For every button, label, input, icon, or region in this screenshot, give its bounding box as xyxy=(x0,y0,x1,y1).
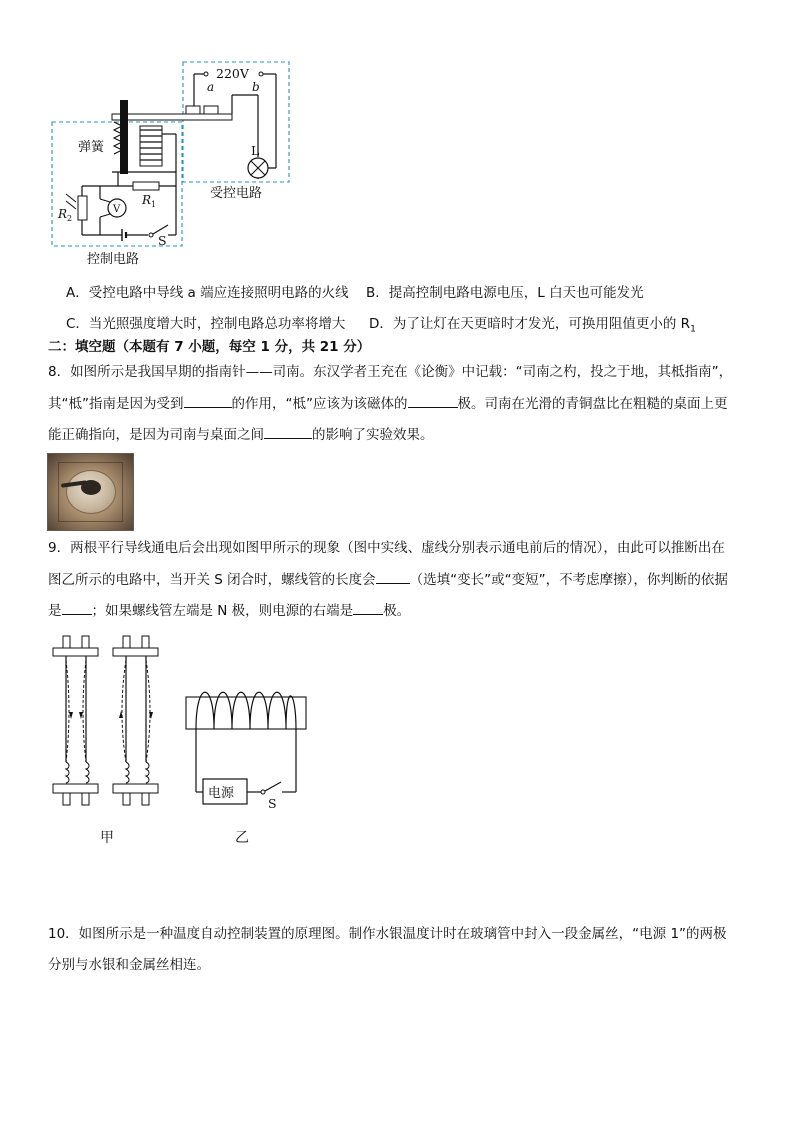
q9-blank-3[interactable] xyxy=(353,600,383,615)
q9-blank-1[interactable] xyxy=(376,569,410,584)
r2-label: R xyxy=(58,207,68,221)
q10-line2: 分别与水银和金属丝相连。 xyxy=(48,957,210,973)
section-fill-in-heading: 二：填空题（本题有 7 小题，每空 1 分，共 21 分） xyxy=(48,339,371,355)
option-d-text: D．为了让灯在天更暗时才发光，可换用阻值更小的 R xyxy=(369,316,691,332)
switch-s-label: S xyxy=(158,233,167,248)
q9-line3 xyxy=(48,600,410,621)
r2-subscript: 2 xyxy=(67,214,73,223)
q8-line3 xyxy=(48,424,434,445)
q9-line2 xyxy=(48,569,728,590)
spoon-bowl xyxy=(81,480,101,495)
q8-line2 xyxy=(48,393,728,414)
q8-line2-part1: 其“柢”指南是因为受到 xyxy=(48,396,184,412)
r1-subscript: 1 xyxy=(151,200,157,209)
q8-line1: 8．如图所示是我国早期的指南针——司南。东汉学者王充在《论衡》中记载：“司南之杓，投之于地，其柢指南”， xyxy=(48,364,733,380)
parallel-wires-and-solenoid-figure xyxy=(45,630,320,855)
option-d xyxy=(369,314,696,340)
figure-yi-label: 乙 xyxy=(235,830,249,846)
spring-label: 弹簧 xyxy=(78,140,105,155)
power-source-label: 电源 xyxy=(208,786,235,801)
q8-line2-part2: 的作用，“柢”应该为该磁体的 xyxy=(231,396,408,412)
q9-line2-part1: 图乙所示的电路中，当开关 S 闭合时，螺线管的长度会 xyxy=(48,572,376,588)
q8-line3-part2: 的影响了实验效果。 xyxy=(312,427,434,443)
voltage-label: 220V xyxy=(216,66,249,81)
q10-line1: 10．如图所示是一种温度自动控制装置的原理图。制作水银温度计时在玻璃管中封入一段金属丝，“电源 1”的两极 xyxy=(48,926,727,942)
terminal-b-label: b xyxy=(252,80,260,94)
q9-line3-part1: 是 xyxy=(48,603,62,619)
option-a: A．受控电路中导线 a 端应连接照明电路的火线 xyxy=(66,285,349,301)
switch-s-label-2: S xyxy=(268,796,277,811)
option-b: B．提高控制电路电源电压，L 白天也可能发光 xyxy=(366,285,644,301)
q9-line3-part3: 极。 xyxy=(383,603,411,619)
q9-blank-2[interactable] xyxy=(62,600,92,615)
option-d-subscript: 1 xyxy=(690,324,696,335)
relay-circuit-figure xyxy=(40,55,310,270)
q8-blank-3[interactable] xyxy=(264,424,312,439)
q8-line2-part3: 极。司南在光滑的青铜盘比在粗糙的桌面上更 xyxy=(457,396,728,412)
q9-line3-part2: ；如果螺线管左端是 N 极，则电源的右端是 xyxy=(91,603,354,619)
q9-line1: 9．两根平行导线通电后会出现如图甲所示的现象（图中实线、虚线分别表示通电前后的情况），由此可以推断出在 xyxy=(48,540,725,556)
q8-blank-2[interactable] xyxy=(408,393,458,408)
q8-line3-part1: 能正确指向，是因为司南与桌面之间 xyxy=(48,427,264,443)
sinan-compass-photo xyxy=(47,453,134,531)
q9-line2-part2: （选填“变长”或“变短”，不考虑摩擦），你判断的依据 xyxy=(409,572,728,588)
q8-blank-1[interactable] xyxy=(184,393,232,408)
figure-jia-label: 甲 xyxy=(100,830,114,846)
voltmeter-label: V xyxy=(113,204,121,215)
option-c: C．当光照强度增大时，控制电路总功率将增大 xyxy=(66,316,346,332)
control-circuit-label: 控制电路 xyxy=(87,252,140,267)
r1-label: R xyxy=(142,193,152,207)
lamp-label: L xyxy=(251,143,260,158)
terminal-a-label: a xyxy=(207,80,215,94)
controlled-circuit-label: 受控电路 xyxy=(210,186,263,201)
